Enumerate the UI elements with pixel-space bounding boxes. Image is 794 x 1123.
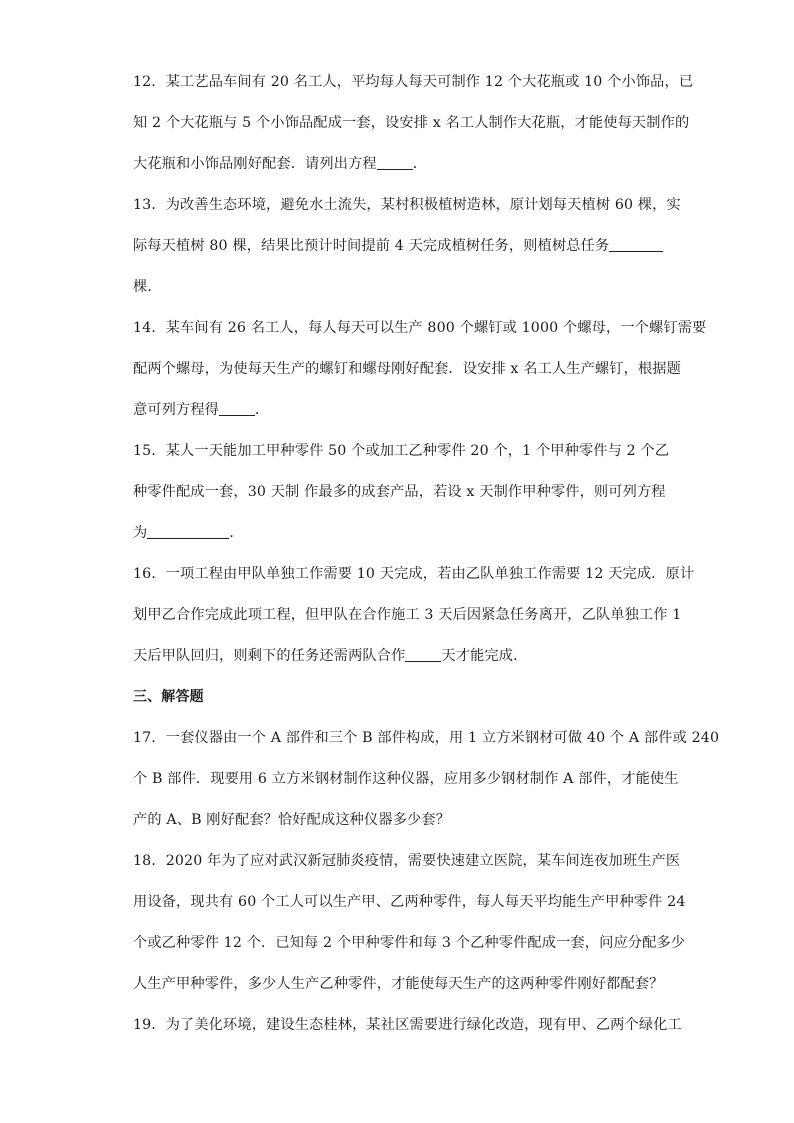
text-line: 17．一套仪器由一个 A 部件和三个 B 部件构成，用 1 立方米钢材可做 40 个 A 部件或 240 (133, 730, 720, 746)
text-line: 棵． (133, 279, 162, 295)
text-line: 13．为改善生态环境，避免水土流失，某村积极植树造林，原计划每天植树 60 棵，实 (133, 197, 681, 213)
text-fragment: 际每天植树 80 棵，结果比预计时间提前 4 天完成植树任务，则植树总任务 (133, 238, 610, 254)
text-fragment: 意可列方程得 (133, 402, 220, 418)
text-fragment: 天才能完成． (441, 648, 528, 664)
text-line: 14．某车间有 26 名工人，每人每天可以生产 800 个螺钉或 1000 个螺母，一个螺钉需要 (133, 320, 707, 336)
text-line: 划甲乙合作完成此项工程，但甲队在合作施工 3 天后因紧急任务离开，乙队单独工作 1 (133, 607, 682, 623)
text-line: 16．一项工程由甲队单独工作需要 10 天完成，若由乙队单独工作需要 12 天完成．原计 (133, 566, 695, 582)
text-line: 配两个螺母，为使每天生产的螺钉和螺母刚好配套．设安排 x 名工人生产螺钉，根据题 (133, 361, 681, 377)
question-14 (133, 308, 707, 431)
answer-blank (405, 647, 441, 662)
text-fragment: ． (412, 156, 428, 172)
text-line (133, 390, 663, 431)
text-fragment: ． (255, 402, 270, 418)
text-line: 19．为了美化环境，建设生态桂林，某社区需要进行绿化改造，现有甲、乙两个绿化工 (133, 1017, 682, 1033)
section-title: 三、解答题 (133, 689, 204, 705)
text-line: 用设备，现共有 60 个工人可以生产甲、乙两种零件，每人每天平均能生产甲种零件 24 (133, 894, 686, 910)
answer-blank (609, 237, 663, 252)
question-19 (133, 1005, 682, 1046)
text-fragment: 天后甲队回归，则剩下的任务还需两队合作 (133, 648, 406, 664)
question-15 (133, 431, 670, 554)
text-line (133, 144, 663, 185)
text-line: 12．某工艺品车间有 20 名工人，平均每人每天可制作 12 个大花瓶或 10 个小饰品，已 (133, 74, 694, 90)
text-line: 个 B 部件．现要用 6 立方米钢材制作这种仪器，应用多少钢材制作 A 部件，才能使生 (133, 771, 679, 787)
text-line: 个或乙种零件 12 个．已知每 2 个甲种零件和每 3 个乙种零件配成一套，问应分配多少 (133, 935, 686, 951)
answer-blank (219, 401, 255, 416)
document-page (133, 62, 720, 1046)
text-line: 种零件配成一套，30 天制 作最多的成套产品，若设 x 天制作甲种零件，则可列方程 (133, 484, 666, 500)
text-fragment: ． (229, 525, 244, 541)
text-line (133, 513, 663, 554)
text-line (133, 226, 663, 267)
text-line (133, 636, 663, 677)
text-line: 15．某人一天能加工甲种零件 50 个或加工乙种零件 20 个，1 个甲种零件与 2 个乙 (133, 443, 670, 459)
text-line: 知 2 个大花瓶与 5 个小饰品配成一套，设安排 x 名工人制作大花瓶，才能使每天制作的 (133, 115, 690, 131)
text-line: 人生产甲种零件，多少人生产乙种零件，才能使每天生产的这两种零件刚好都配套？ (133, 976, 664, 992)
text-fragment: 为 (133, 525, 148, 541)
text-line: 产的 A、B 刚好配套？恰好配成这种仪器多少套？ (133, 812, 451, 828)
text-line: 18．2020 年为了应对武汉新冠肺炎疫情，需要快速建立医院，某车间连夜加班生产医 (133, 853, 681, 869)
answer-blank (147, 524, 229, 539)
question-16 (133, 554, 695, 677)
answer-blank (377, 155, 413, 170)
question-12 (133, 62, 694, 185)
question-17 (133, 718, 720, 841)
question-13 (133, 185, 681, 308)
text-fragment: 大花瓶和小饰品刚好配套．请列出方程 (133, 156, 377, 172)
question-18 (133, 841, 686, 1005)
